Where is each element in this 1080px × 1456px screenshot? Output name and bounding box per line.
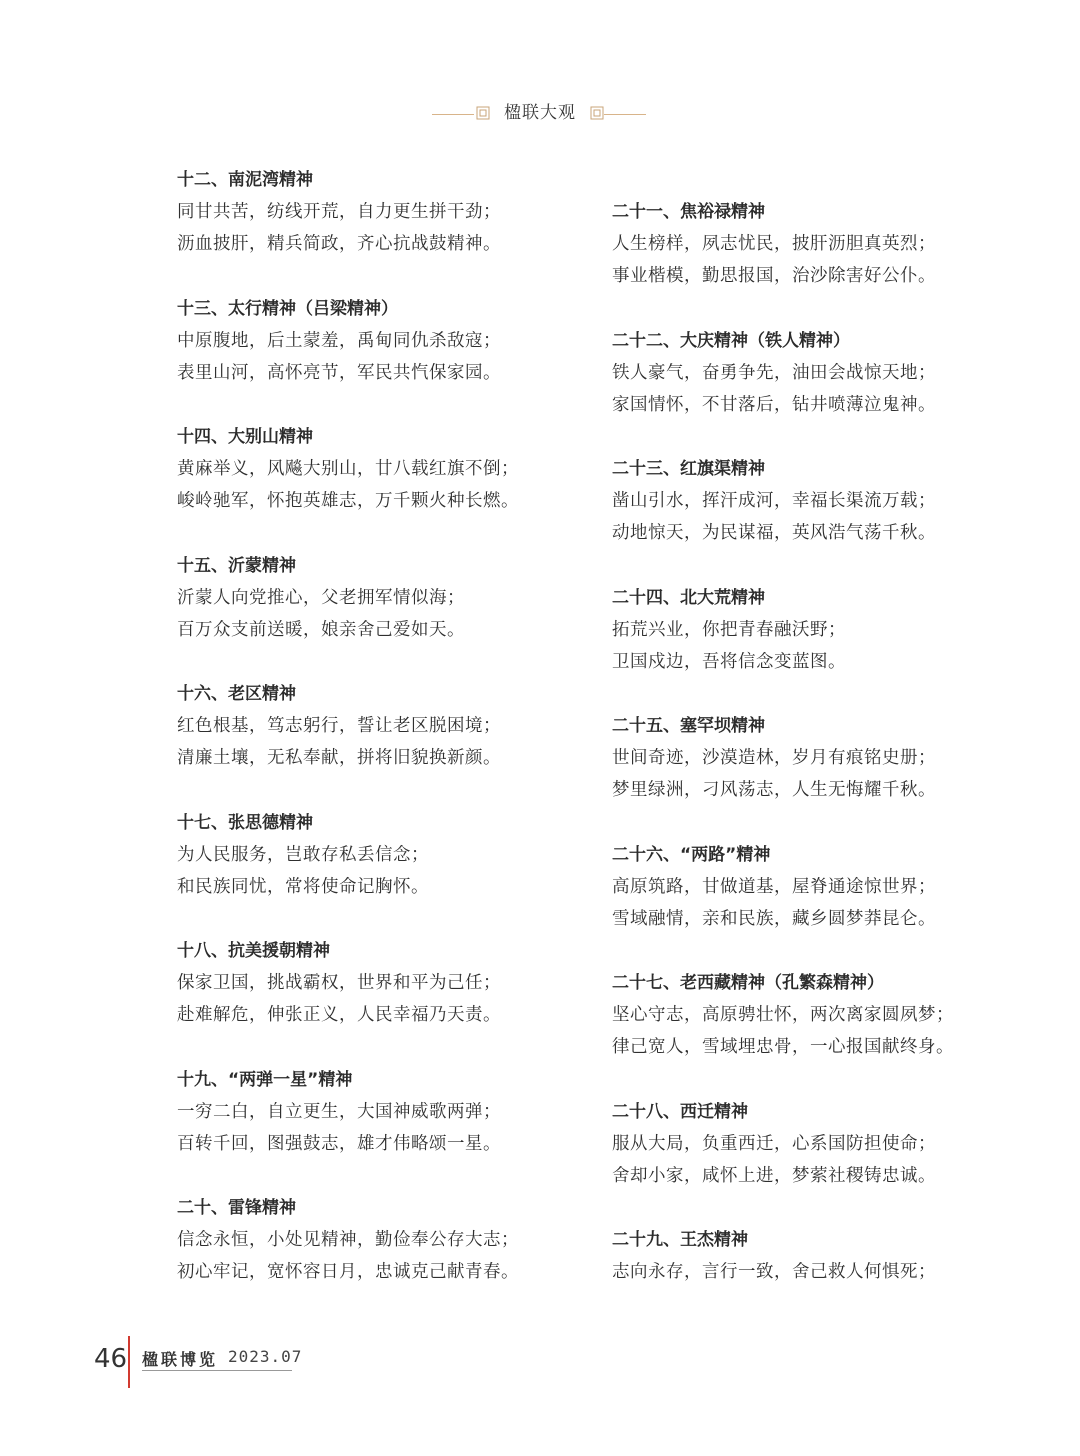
couplet-line: 同甘共苦，纺线开荒，自力更生拼干劲； [177, 202, 501, 222]
couplet-heading: 十九、“两弹一星”精神 [177, 1069, 353, 1090]
issue-date: 2023.07 [228, 1347, 303, 1366]
couplet-heading: 二十二、大庆精神（铁人精神） [612, 330, 850, 351]
couplet-heading: 二十三、红旗渠精神 [612, 459, 765, 479]
couplet-section [177, 678, 597, 807]
couplet-heading: 二十一、焦裕禄精神 [612, 202, 765, 222]
couplet-heading: 十四、大别山精神 [177, 427, 313, 447]
couplet-heading: 二十四、北大荒精神 [612, 587, 765, 608]
couplet-line: 世间奇迹，沙漠造林，岁月有痕铭史册； [612, 748, 936, 768]
couplet-line: 志向永存，言行一致，舍己救人何惧死； [612, 1262, 936, 1282]
left-column [177, 164, 597, 1321]
couplet-section [177, 421, 597, 550]
couplet-section [612, 453, 1032, 582]
couplet-section [612, 710, 1032, 839]
couplet-line: 表里山河，高怀亮节，军民共忾保家园。 [177, 362, 501, 383]
couplet-line: 高原筑路，甘做道基，屋脊通途惊世界； [612, 876, 936, 897]
couplet-line: 为人民服务，岂敢存私丢信念； [177, 844, 429, 865]
couplet-heading: 十八、抗美援朝精神 [177, 941, 330, 961]
couplet-line: 保家卫国，挑战霸权，世界和平为己任； [177, 973, 501, 993]
couplet-section [177, 935, 597, 1064]
couplet-line: 人生榜样，夙志忧民，披肝沥胆真英烈； [612, 234, 936, 254]
couplet-line: 梦里绿洲，刁风荡志，人生无悔耀千秋。 [612, 780, 936, 800]
couplet-section [612, 1096, 1032, 1225]
couplet-line: 清廉土壤，无私奉献，拼将旧貌换新颜。 [177, 748, 501, 768]
couplet-heading: 十二、南泥湾精神 [177, 170, 313, 190]
couplet-section [612, 325, 1032, 454]
ornament-icon-left [476, 106, 490, 120]
couplet-line: 律己宽人，雪域埋忠骨，一心报国献终身。 [612, 1037, 954, 1057]
page-footer [0, 1330, 1080, 1390]
page-header [0, 96, 1080, 132]
couplet-heading: 二十六、“两路”精神 [612, 844, 771, 865]
couplet-heading: 二十七、老西藏精神（孔繁森精神） [612, 973, 884, 993]
couplet-line: 铁人豪气，奋勇争先，油田会战惊天地； [612, 362, 936, 383]
couplet-line: 中原腹地，后土蒙羞，禹甸同仇杀敌寇； [177, 330, 501, 351]
couplet-line: 家国情怀，不甘落后，钻井喷薄泣鬼神。 [612, 394, 936, 415]
footer-divider [128, 1336, 130, 1388]
couplet-line: 百转千回，图强鼓志，雄才伟略颂一星。 [177, 1133, 501, 1154]
couplet-line: 一穷二白，自立更生，大国神威歌两弹； [177, 1101, 501, 1122]
couplet-heading: 二十五、塞罕坝精神 [612, 716, 765, 736]
couplet-line: 百万众支前送暖，娘亲舍己爱如天。 [177, 619, 465, 640]
couplet-section [177, 807, 597, 936]
couplet-section [612, 967, 1032, 1096]
couplet-heading: 十五、沂蒙精神 [177, 555, 296, 576]
couplet-line: 黄麻举义，风飚大别山，廿八载红旗不倒； [177, 459, 519, 479]
couplet-line: 卫国戍边，吾将信念变蓝图。 [612, 651, 846, 672]
couplet-line: 拓荒兴业，你把青春融沃野； [612, 619, 846, 640]
couplet-line: 初心牢记，宽怀容日月，忠诚克己献青春。 [177, 1262, 519, 1282]
couplet-line: 沂蒙人向党推心，父老拥军情似海； [177, 587, 465, 608]
couplet-line: 红色根基，笃志躬行，誓让老区脱困境； [177, 716, 501, 736]
couplet-line: 舍却小家，咸怀上进，梦萦社稷铸忠诚。 [612, 1165, 936, 1186]
couplet-section [177, 1064, 597, 1193]
couplet-line: 动地惊天，为民谋福，英风浩气荡千秋。 [612, 523, 936, 543]
couplet-section [177, 293, 597, 422]
ornament-icon-right [590, 106, 604, 120]
couplet-line: 坚心守志，高原骋壮怀，两次离家圆夙梦； [612, 1005, 954, 1025]
couplet-section [612, 196, 1032, 325]
page-number: 46 [94, 1344, 128, 1374]
couplet-heading: 二十八、西迁精神 [612, 1101, 748, 1122]
right-column [612, 196, 1032, 1353]
header-rule-left [432, 114, 474, 115]
couplet-line: 赴难解危，伸张正义，人民幸福乃天责。 [177, 1005, 501, 1025]
couplet-section [177, 164, 597, 293]
couplet-section [177, 1192, 597, 1321]
couplet-heading: 十三、太行精神（吕梁精神） [177, 298, 398, 319]
couplet-heading: 十六、老区精神 [177, 684, 296, 704]
couplet-heading: 二十、雷锋精神 [177, 1198, 296, 1218]
couplet-line: 雪域融情，亲和民族，藏乡圆梦莽昆仑。 [612, 908, 936, 929]
couplet-heading: 二十九、王杰精神 [612, 1230, 748, 1250]
footer-rule [142, 1370, 292, 1371]
section-title: 楹联大观 [504, 103, 576, 123]
couplet-section [612, 582, 1032, 711]
couplet-line: 峻岭驰军，怀抱英雄志，万千颗火种长燃。 [177, 491, 519, 511]
couplet-line: 信念永恒，小处见精神，勤俭奉公存大志； [177, 1230, 519, 1250]
couplet-heading: 十七、张思德精神 [177, 812, 313, 833]
couplet-line: 事业楷模，勤思报国，治沙除害好公仆。 [612, 266, 936, 286]
couplet-line: 凿山引水，挥汗成河，幸福长渠流万载； [612, 491, 936, 511]
couplet-section [612, 839, 1032, 968]
magazine-name: 楹联博览 [142, 1350, 219, 1369]
couplet-line: 服从大局，负重西迁，心系国防担使命； [612, 1133, 936, 1154]
header-rule-right [604, 114, 646, 115]
couplet-line: 沥血披肝，精兵简政，齐心抗战鼓精神。 [177, 234, 501, 254]
couplet-section [177, 550, 597, 679]
couplet-line: 和民族同忧，常将使命记胸怀。 [177, 876, 429, 897]
